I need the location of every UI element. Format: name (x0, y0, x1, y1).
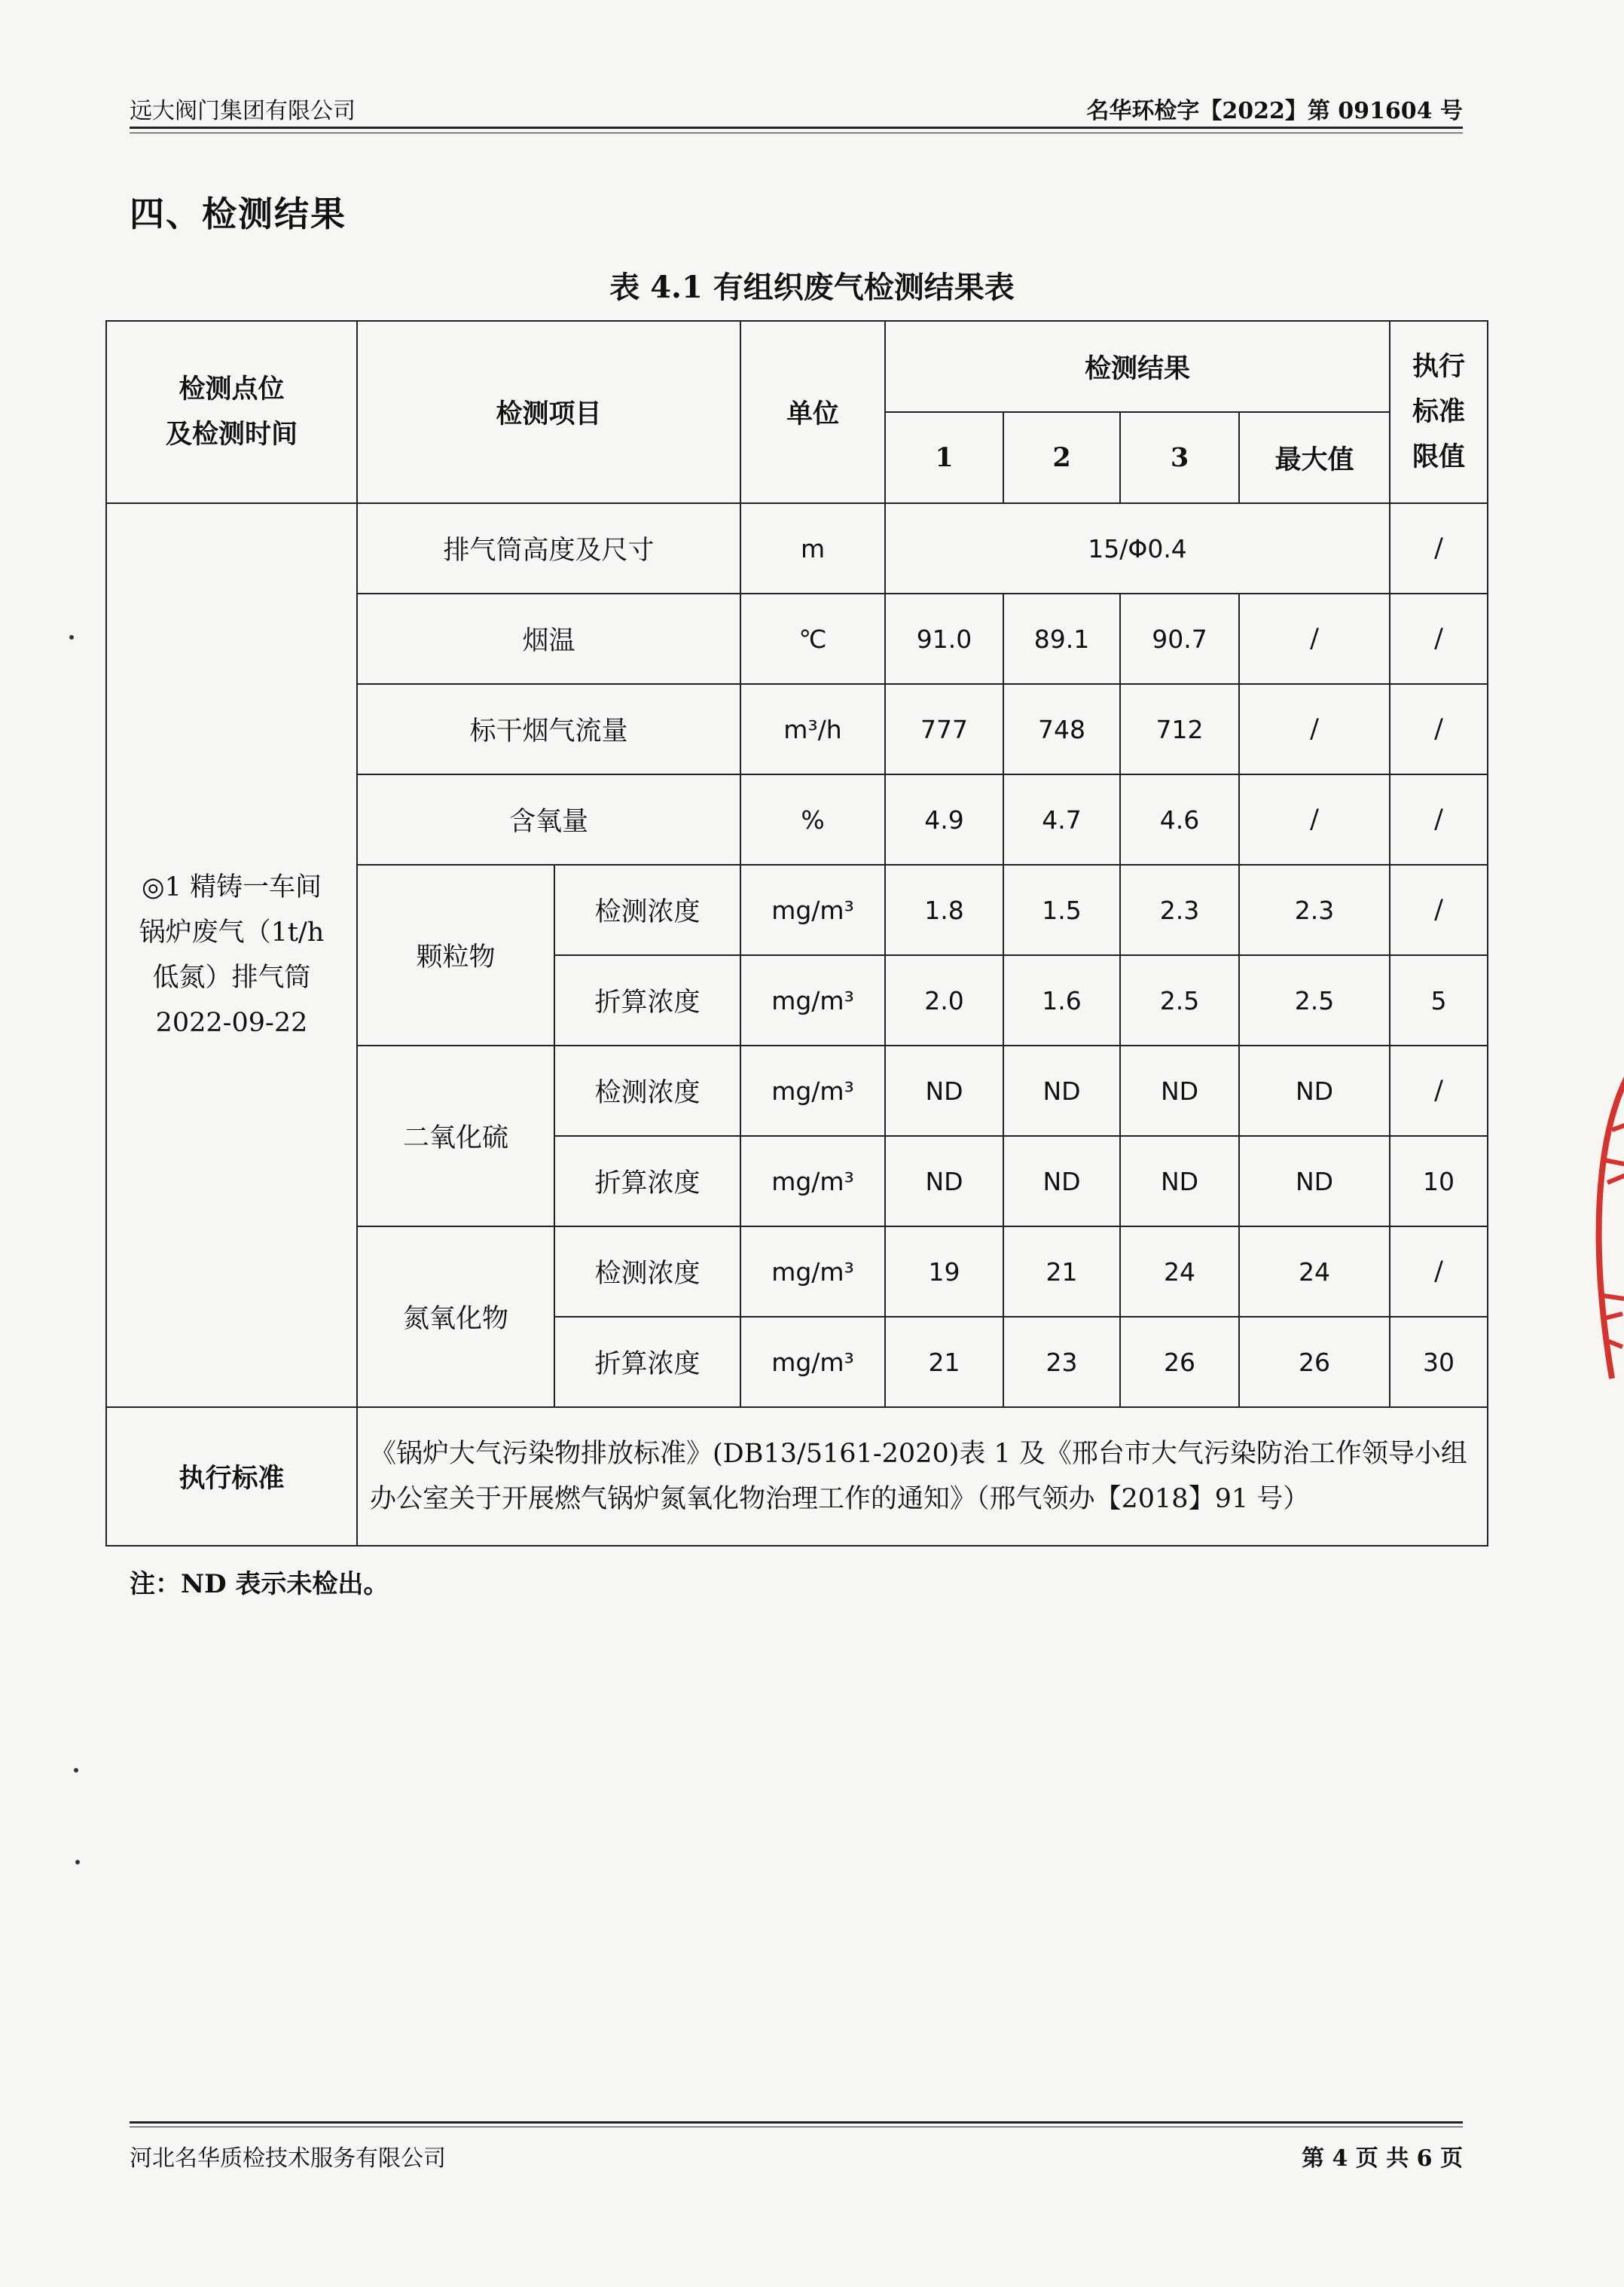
header-col-2: 2 (1003, 412, 1120, 503)
item-cell: 烟温 (357, 594, 740, 684)
item-cell: 排气筒高度及尺寸 (357, 503, 740, 594)
pollutant-name: 氮氧化物 (357, 1226, 554, 1407)
value-cell: ND (1003, 1046, 1120, 1136)
header-col-3: 3 (1120, 412, 1239, 503)
table-caption: 表 4.1 有组织废气检测结果表 (609, 270, 1015, 305)
max-cell: ND (1239, 1046, 1390, 1136)
value-cell: ND (1120, 1046, 1239, 1136)
value-cell: 712 (1120, 684, 1239, 774)
header-rule (130, 127, 1463, 129)
header-results: 检测结果 (885, 321, 1390, 412)
limit-cell: / (1390, 865, 1488, 955)
value-cell: 1.8 (885, 865, 1003, 955)
sub-item-cell: 检测浓度 (554, 1226, 740, 1317)
header-limit: 执行 标准 限值 (1390, 321, 1488, 503)
page-header (130, 89, 1463, 124)
value-cell: 19 (885, 1226, 1003, 1317)
page-number: 第 4 页 共 6 页 (1302, 2145, 1463, 2172)
unit-cell: mg/m³ (740, 1046, 885, 1136)
max-cell: 2.5 (1239, 955, 1390, 1046)
footer-company: 河北名华质检技术服务有限公司 (130, 2145, 446, 2172)
unit-cell: m (740, 503, 885, 594)
header-unit: 单位 (740, 321, 885, 503)
header-max: 最大值 (1239, 412, 1390, 503)
unit-cell: mg/m³ (740, 955, 885, 1046)
item-cell: 标干烟气流量 (357, 684, 740, 774)
sub-item-cell: 检测浓度 (554, 865, 740, 955)
footer-rule (130, 2121, 1463, 2124)
value-cell: 21 (885, 1317, 1003, 1407)
value-cell: ND (885, 1136, 1003, 1226)
max-cell: ND (1239, 1136, 1390, 1226)
table-row (106, 503, 1488, 594)
value-cell: ND (1003, 1136, 1120, 1226)
sub-item-cell: 检测浓度 (554, 1046, 740, 1136)
limit-cell: / (1390, 774, 1488, 865)
max-cell: / (1239, 774, 1390, 865)
value-cell: 1.6 (1003, 955, 1120, 1046)
value-cell: 89.1 (1003, 594, 1120, 684)
value-cell: 21 (1003, 1226, 1120, 1317)
value-cell: 4.7 (1003, 774, 1120, 865)
max-cell: 26 (1239, 1317, 1390, 1407)
limit-cell: 5 (1390, 955, 1488, 1046)
limit-cell: / (1390, 594, 1488, 684)
value-cell: 1.5 (1003, 865, 1120, 955)
value-cell: 2.0 (885, 955, 1003, 1046)
table-note: 注：ND 表示未检出。 (130, 1569, 389, 1599)
value-cell: 91.0 (885, 594, 1003, 684)
value-cell: 23 (1003, 1317, 1120, 1407)
value-cell: 4.6 (1120, 774, 1239, 865)
value-cell: 2.5 (1120, 955, 1239, 1046)
header-report-number: 名华环检字【2022】第 091604 号 (1086, 98, 1463, 124)
sub-item-cell: 折算浓度 (554, 955, 740, 1046)
unit-cell: mg/m³ (740, 1317, 885, 1407)
value-cell: 748 (1003, 684, 1120, 774)
limit-cell: / (1390, 1226, 1488, 1317)
unit-cell: % (740, 774, 885, 865)
limit-cell: / (1390, 684, 1488, 774)
unit-cell: mg/m³ (740, 1136, 885, 1226)
limit-cell: / (1390, 503, 1488, 594)
unit-cell: m³/h (740, 684, 885, 774)
page-footer (130, 2136, 1463, 2171)
value-cell: 4.9 (885, 774, 1003, 865)
results-table (105, 320, 1488, 1547)
value-cell: ND (1120, 1136, 1239, 1226)
pollutant-name: 颗粒物 (357, 865, 554, 1046)
header-col-1: 1 (885, 412, 1003, 503)
item-cell: 含氧量 (357, 774, 740, 865)
sub-item-cell: 折算浓度 (554, 1136, 740, 1226)
value-cell: 24 (1120, 1226, 1239, 1317)
value-cell: 2.3 (1120, 865, 1239, 955)
max-cell: 2.3 (1239, 865, 1390, 955)
seal-icon (1582, 1070, 1624, 1386)
value-cell: 15/Φ0.4 (885, 503, 1390, 594)
unit-cell: ℃ (740, 594, 885, 684)
red-seal-stamp (1582, 1070, 1624, 1386)
pollutant-name: 二氧化硫 (357, 1046, 554, 1226)
header-location: 检测点位 及检测时间 (106, 321, 357, 503)
location-cell: ◎1 精铸一车间 锅炉废气（1t/h 低氮）排气筒 2022-09-22 (106, 503, 357, 1407)
value-cell: 90.7 (1120, 594, 1239, 684)
header-company: 远大阀门集团有限公司 (130, 98, 356, 124)
limit-cell: / (1390, 1046, 1488, 1136)
value-cell: 777 (885, 684, 1003, 774)
sub-item-cell: 折算浓度 (554, 1317, 740, 1407)
max-cell: 24 (1239, 1226, 1390, 1317)
section-title: 四、检测结果 (130, 194, 346, 234)
scan-speck (75, 1860, 80, 1864)
scan-speck (74, 1768, 78, 1773)
standard-label: 执行标准 (106, 1407, 357, 1546)
unit-cell: mg/m³ (740, 865, 885, 955)
value-cell: 26 (1120, 1317, 1239, 1407)
table-row (106, 1407, 1488, 1546)
max-cell: / (1239, 594, 1390, 684)
limit-cell: 10 (1390, 1136, 1488, 1226)
unit-cell: mg/m³ (740, 1226, 885, 1317)
value-cell: ND (885, 1046, 1003, 1136)
header-item: 检测项目 (357, 321, 740, 503)
max-cell: / (1239, 684, 1390, 774)
limit-cell: 30 (1390, 1317, 1488, 1407)
standard-text: 《锅炉大气污染物排放标准》(DB13/5161-2020)表 1 及《邢台市大气污染防治工作领导小组办公室关于开展燃气锅炉氮氧化物治理工作的通知》（邢气领办【2018】91 号） (357, 1407, 1488, 1546)
scan-speck (69, 635, 74, 640)
